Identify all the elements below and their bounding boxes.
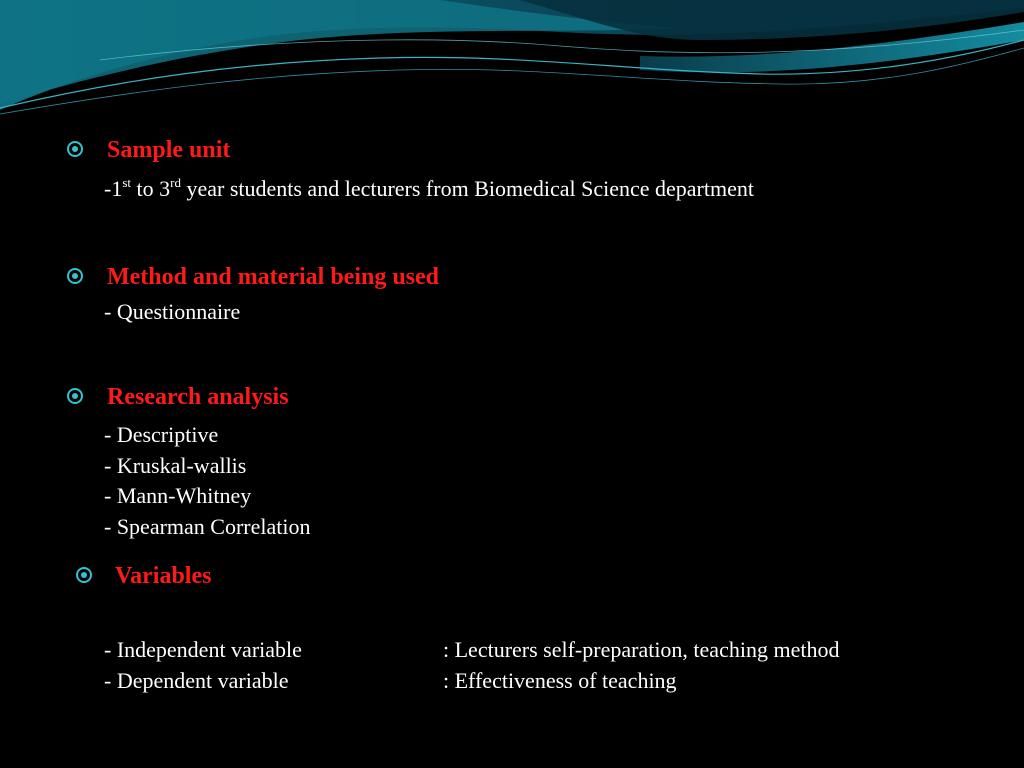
analysis-item: - Descriptive xyxy=(104,422,219,447)
superscript-rd: rd xyxy=(170,175,181,190)
sample-unit-prefix: -1 xyxy=(104,176,123,201)
independent-variable-label: - Independent variable xyxy=(104,637,302,662)
analysis-item: - Kruskal-wallis xyxy=(104,453,247,478)
dependent-variable-label: - Dependent variable xyxy=(104,668,289,693)
heading-research-analysis: Research analysis xyxy=(107,384,289,410)
analysis-item: - Mann-Whitney xyxy=(104,483,252,508)
heading-variables: Variables xyxy=(115,563,212,589)
circled-dot-icon xyxy=(67,388,83,404)
superscript-st: st xyxy=(122,175,131,190)
circled-dot-icon xyxy=(67,268,83,284)
sample-unit-description xyxy=(104,175,754,201)
analysis-item: - Spearman Correlation xyxy=(104,514,311,539)
independent-variable-value: : Lecturers self-preparation, teaching method xyxy=(443,637,840,662)
method-item: - Questionnaire xyxy=(104,299,241,324)
dependent-variable-value: : Effectiveness of teaching xyxy=(443,668,677,693)
sample-unit-mid: to 3 xyxy=(131,176,171,201)
sample-unit-suffix: year students and lecturers from Biomedical Science department xyxy=(180,176,754,201)
circled-dot-icon xyxy=(76,567,92,583)
circled-dot-icon xyxy=(67,141,83,157)
heading-method: Method and material being used xyxy=(107,264,440,290)
heading-sample-unit: Sample unit xyxy=(107,137,231,163)
